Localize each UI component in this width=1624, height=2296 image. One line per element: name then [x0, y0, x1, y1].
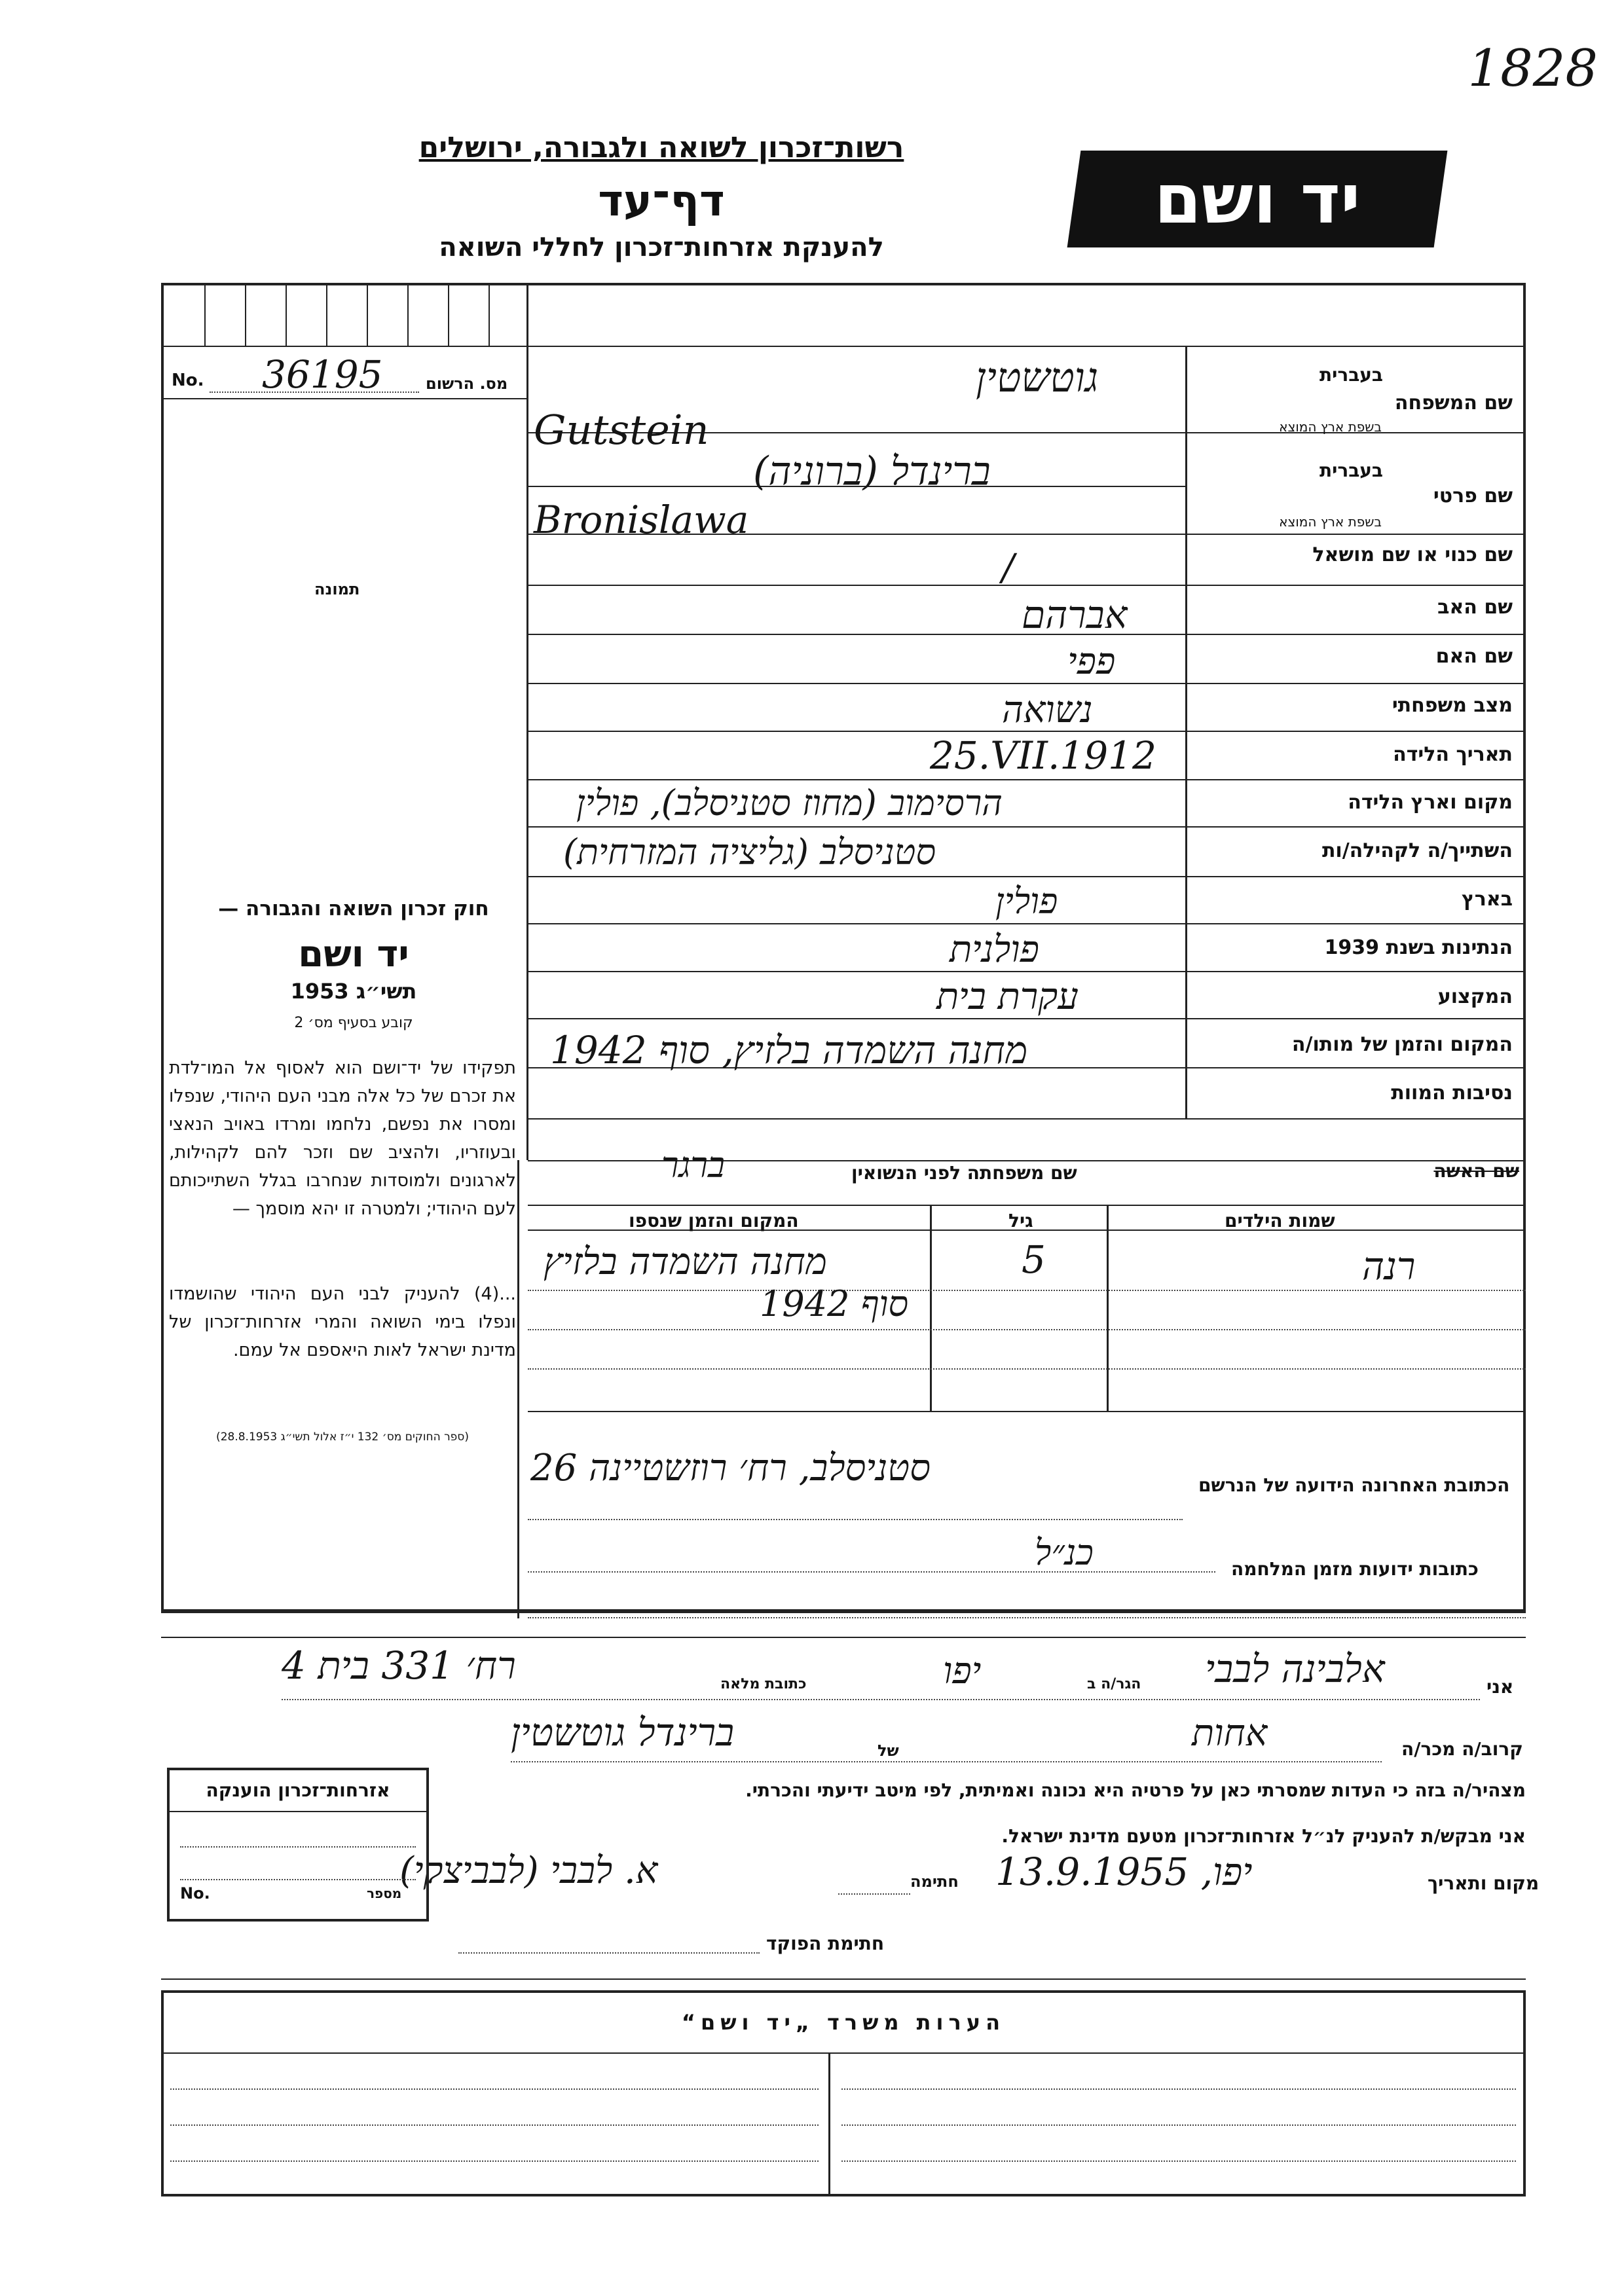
death-value: מחנה השמדה בלזיץ, סוף 1942	[550, 1028, 1028, 1072]
reg-number: 36195	[262, 352, 383, 397]
full-address-label: כתובת מלאה	[720, 1676, 807, 1692]
mother-label: שם האם	[1435, 645, 1513, 668]
marital-value: נשואה	[1002, 689, 1093, 731]
birth-date-label: תאריך הלידה	[1393, 743, 1513, 766]
law-year: תשי״ג 1953	[290, 979, 417, 1004]
place-date-value: יפו, 13.9.1955	[995, 1850, 1253, 1894]
children-names-header: שמות הילדים	[1225, 1210, 1335, 1231]
family-name-he-tag: בעברית	[1319, 364, 1383, 386]
certificate-title: אזרחות־זכרון הוענקה	[206, 1779, 390, 1801]
community-label: השתייך/ה לקהילה/ות	[1321, 839, 1513, 862]
declarant-name: אלבינה לבבי	[1205, 1647, 1385, 1691]
ticket-columns	[165, 285, 525, 347]
family-name-origin-tag: בשפת ארץ המוצא	[1279, 419, 1382, 435]
office-notes-title: הערות משרד „יד ושם“	[681, 2010, 1006, 2035]
country-label: בארץ	[1461, 888, 1513, 911]
children-place-header: המקום והזמן שנספו	[629, 1210, 799, 1231]
law-name: יד ושם	[298, 933, 409, 975]
occupation-label: המקצוע	[1437, 985, 1513, 1008]
last-address-label: הכתובת האחרונה הידועה של הנרשם	[1198, 1474, 1510, 1496]
of-name: ברינדל גוטשטין	[511, 1710, 735, 1755]
birth-place-value: הרסימוב (מחוז סטניסלב), פולין	[576, 782, 1003, 824]
declarant-signature: א. לבבי (לבביצקי)	[399, 1850, 658, 1892]
officer-signature-label: חתימת הפוקד	[766, 1933, 885, 1954]
relation-label: קרוב/ה מכר/ה	[1401, 1738, 1523, 1760]
law-title: חוק זכרון השואה והגבורה —	[218, 897, 489, 920]
wartime-address-label: כתובות ידועות מזמן המלחמה	[1231, 1558, 1479, 1580]
form-title: דף־עד	[598, 175, 725, 226]
family-name-label: שם המשפחה	[1394, 392, 1513, 414]
declarant-resident-label: הגר/ה ב	[1087, 1676, 1141, 1692]
form-subtitle: להענקת אזרחות־זכרון לחללי השואה	[439, 232, 884, 263]
father-label: שם האב	[1437, 596, 1513, 619]
spouse-label-struck: שם האשה	[1433, 1160, 1519, 1182]
community-value: סטניסלב (גליציה המזרחית)	[563, 831, 936, 873]
of-label: של	[877, 1741, 899, 1760]
first-name-hebrew: ברינדל (ברוניה)	[753, 448, 991, 494]
occupation-value: עקרת בית	[936, 975, 1079, 1018]
nickname-label: שם כנוי או שם מושאל	[1312, 543, 1513, 566]
full-address-value: רח׳ 331 בית 4	[282, 1643, 516, 1688]
maiden-name-label: שם משפחתה לפני הנשואין	[851, 1162, 1077, 1184]
first-name-latin: Bronislawa	[534, 498, 749, 542]
child-age: 5	[1022, 1237, 1046, 1282]
reg-no-label: No.	[172, 371, 204, 390]
country-value: פולין	[995, 881, 1058, 922]
mother-value: פפי	[1067, 640, 1116, 683]
first-name-he-tag: בעברית	[1319, 460, 1383, 481]
first-name-origin-tag: בשפת ארץ המוצא	[1279, 514, 1382, 530]
certificate-number-label: מספר	[367, 1886, 402, 1901]
death-cause-label: נסיבות המוות	[1391, 1082, 1513, 1104]
father-value: אברהם	[1022, 592, 1128, 637]
death-label: המקום והזמן של מותו/ה	[1291, 1033, 1513, 1056]
first-name-label: שם פרטי	[1433, 484, 1513, 507]
logo-text: יד ושם	[1154, 159, 1361, 239]
request-text: אני מבקש/ת להעניק לנ״ל אזרחות־זכרון מטעם מדינת ישראל.	[1001, 1825, 1526, 1847]
citizenship-label: הנתינות בשנת 1939	[1324, 936, 1513, 959]
birth-date-value: 25.VII.1912	[930, 733, 1156, 778]
relation-value: אחות	[1192, 1712, 1268, 1755]
photo-label: תמונה	[314, 580, 360, 598]
declarant-city: יפו	[943, 1650, 982, 1692]
maiden-name-value: ברגר	[661, 1144, 725, 1186]
wartime-address-value: כנ״ל	[1035, 1532, 1094, 1573]
signature-label: חתימה	[910, 1872, 959, 1891]
place-date-label: מקום ותאריך	[1428, 1872, 1540, 1894]
birth-place-label: מקום וארץ הלידה	[1348, 791, 1513, 814]
child-time: סוף 1942	[760, 1283, 909, 1324]
children-age-header: גיל	[1008, 1210, 1033, 1231]
declarant-i-label: אני	[1486, 1676, 1514, 1698]
law-body-2: ...(4) להעניק לבני העם היהודי שהושמדו ונפלו בימי השואה והמרי אזרחות־זכרון של מדינת ישראל לאות היאספם אל עמם.	[169, 1284, 516, 1360]
archive-number: 1828	[1467, 39, 1598, 98]
child-place: מחנה השמדה בלזיץ	[544, 1241, 827, 1283]
authority-title: רשות־זכרון לשואה ולגבורה, ירושלים	[418, 131, 904, 164]
yad-vashem-logo	[1067, 151, 1448, 247]
law-body: תפקידו של יד־ושם הוא לאסוף אל המו־לדת את זכרם של כל אלה מבני העם היהודי, שנפלו ומסרו את נפשם, נלחמו ומרדו באויב הנאצי ובעוזריו, ולהציב שם וזכר להם לקהילות, לארגונים ולמוסדות שנחרבו בגלל השתייכותם לעם היהודי; ולמטרה זו יהא מוסמך —	[169, 1058, 516, 1219]
declare-text: מצהיר/ה בזה כי העדות שמסרתי כאן על פרטיה היא נכונה ואמיתית, לפי מיטב ידיעתי והכרתי.	[745, 1779, 1526, 1801]
family-name-hebrew: גוטשטין	[976, 354, 1099, 401]
marital-label: מצב משפחתי	[1392, 694, 1513, 717]
law-clause: קובע בסעיף מס׳ 2	[294, 1015, 413, 1031]
last-address-value: סטניסלב, רח׳ רוזשטיינה 26	[530, 1447, 931, 1489]
reg-label: מס. הרשום	[426, 374, 508, 393]
citizenship-value: פולנית	[950, 928, 1039, 971]
certificate-no-label: No.	[180, 1884, 210, 1903]
nickname-value: /	[1002, 547, 1014, 589]
law-citation: (ספר החוקים מס׳ 132 י״ז אלול תשי״ג 28.8.1953)	[216, 1430, 469, 1444]
family-name-latin: Gutstein	[534, 406, 709, 454]
child-name: רנה	[1362, 1244, 1416, 1288]
